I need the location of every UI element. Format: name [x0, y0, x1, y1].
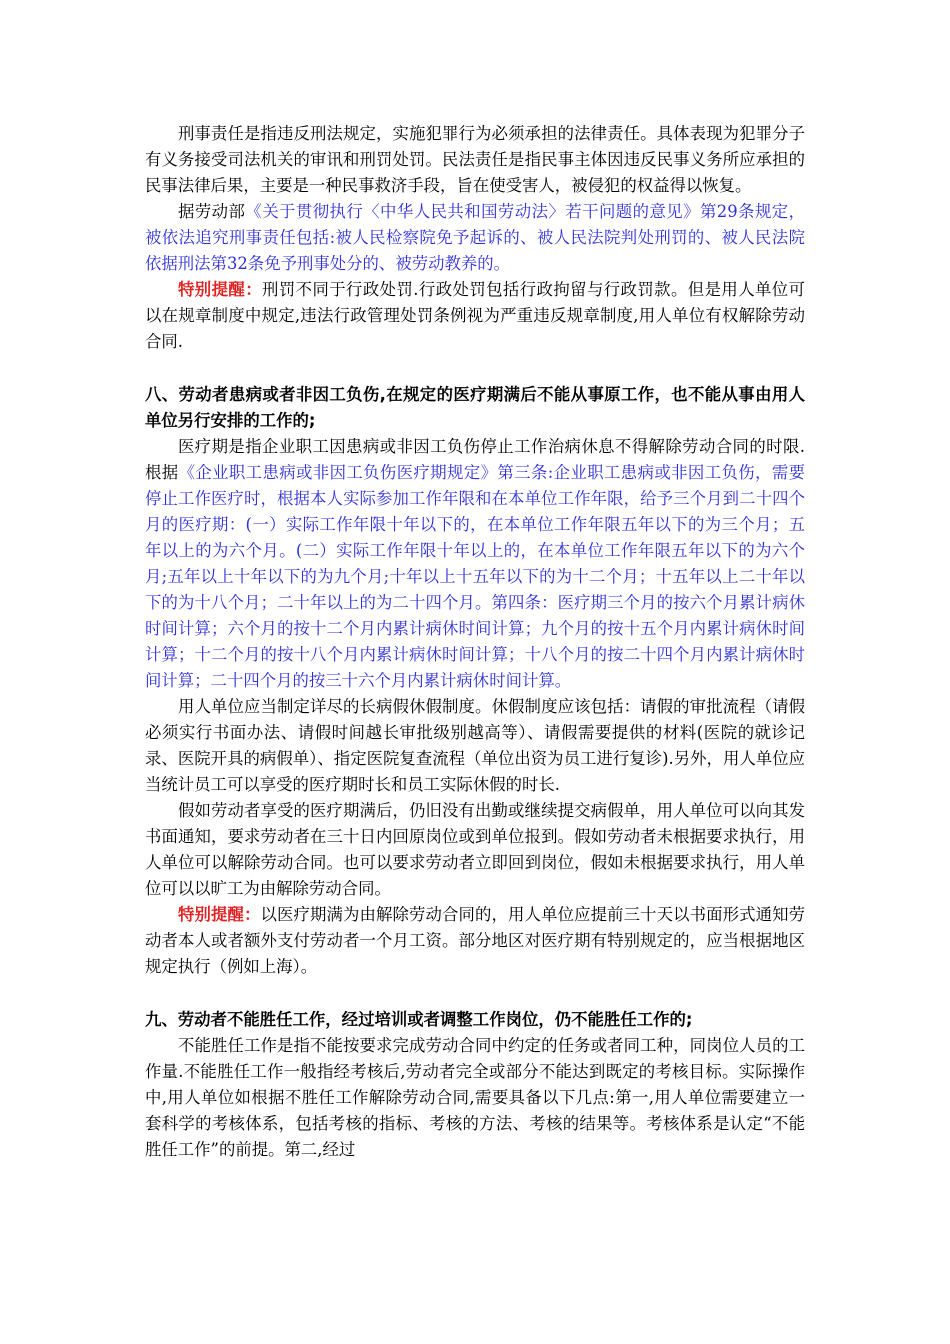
paragraph-reminder-1: [145, 277, 805, 355]
section-spacer: [145, 355, 805, 382]
paragraph-lead: 据劳动部: [178, 202, 246, 221]
paragraph-text: 用人单位应当制定详尽的长病假休假制度。休假制度应该包括：请假的审批流程（请假必须实行书面办法、请假时间越长审批级别越高等）、请假需要提供的材料(医院的就诊记录、医院开具的病假单）、指定医院复查流程（单位出资为员工进行复诊).另外，用人单位应当统计员工可以享受的医疗期时长和员工实际休假的时长.: [145, 697, 805, 794]
reminder-text: 以医疗期满为由解除劳动合同的，用人单位应提前三十天以书面形式通知劳动者本人或者额外支付劳动者一个月工资。部分地区对医疗期有特别规定的，应当根据地区规定执行（例如上海）。: [145, 905, 805, 976]
paragraph-criminal-liability: [145, 121, 805, 199]
reminder-text: 刑罚不同于行政处罚.行政处罚包括行政拘留与行政罚款。但是用人单位可以在规章制度中规定,违法行政管理处罚条例视为严重违反规章制度,用人单位有权解除劳动合同.: [145, 280, 805, 351]
cited-regulation: 《关于贯彻执行〈中华人民共和国劳动法〉若干问题的意见》第29条规定，被依法追究刑事责任包括:被人民检察院免予起诉的、被人民法院判处刑罚的、被人民法院依据刑法第32条免予刑事处分的、被劳动教养的。: [145, 202, 806, 273]
paragraph-lead: 医疗期是指企业职工因患病或非因工负伤停止工作治病休息不得解除劳动合同的时限.根据: [145, 437, 805, 482]
paragraph-sick-leave-policy: [145, 694, 805, 798]
paragraph-legal-basis-29: [145, 199, 805, 277]
paragraph-incompetence: [145, 1033, 805, 1163]
paragraph-after-medical-period: [145, 798, 805, 902]
paragraph-medical-period: [145, 434, 805, 694]
cited-regulation: 《企业职工患病或非因工负伤医疗期规定》第三条:企业职工患病或非因工负伤，需要停止工作医疗时，根据本人实际参加工作年限和在本单位工作年限，给予三个月到二十四个月的医疗期：(一）实际工作年限十年以下的，在本单位工作年限五年以下的为三个月；五年以上的为六个月。(二）实际工作年限十年以上的，在本单位工作年限五年以下的为六个月;五年以上十年以下的为九个月;十年以上十五年以下的为十二个月；十五年以上二十年以下的为十八个月；二十年以上的为二十四个月。第四条：医疗期三个月的按六个月累计病休时间计算；六个月的按十二个月内累计病休时间计算；九个月的按十五个月内累计病休时间计算；十二个月的按十八个月内累计病休时间计算；十八个月的按二十四个月内累计病休时间计算；二十四个月的按三十六个月内累计病休时间计算。: [145, 463, 805, 690]
document-page: [145, 121, 805, 1163]
paragraph-text: 不能胜任工作是指不能按要求完成劳动合同中约定的任务或者同工种，同岗位人员的工作量.不能胜任工作一般指经考核后,劳动者完全或部分不能达到既定的考核目标。实际操作中,用人单位如根据不胜任工作解除劳动合同,需要具备以下几点:第一,用人单位需要建立一套科学的考核体系，包括考核的指标、考核的方法、考核的结果等。考核体系是认定“不能胜任工作”的前提。第二,经过: [145, 1036, 805, 1159]
reminder-label: 特别提醒：: [178, 280, 263, 299]
section-heading-9: 九、劳动者不能胜任工作，经过培训或者调整工作岗位，仍不能胜任工作的;: [145, 1010, 693, 1029]
section-heading-8: 八、劳动者患病或者非因工负伤,在规定的医疗期满后不能从事原工作，也不能从事由用人单位另行安排的工作的;: [145, 385, 805, 430]
paragraph-reminder-2: [145, 902, 805, 980]
paragraph-text: 刑事责任是指违反刑法规定，实施犯罪行为必须承担的法律责任。具体表现为犯罪分子有义务接受司法机关的审讯和刑罚处罚。民法责任是指民事主体因违反民事义务所应承担的民事法律后果，主要是一种民事救济手段，旨在使受害人，被侵犯的权益得以恢复。: [145, 124, 805, 195]
paragraph-text: 假如劳动者享受的医疗期满后，仍旧没有出勤或继续提交病假单，用人单位可以向其发书面通知，要求劳动者在三十日内回原岗位或到单位报到。假如劳动者未根据要求执行，用人单位可以解除劳动合同。也可以要求劳动者立即回到岗位，假如未根据要求执行，用人单位可以以旷工为由解除劳动合同。: [145, 801, 805, 898]
section-spacer: [145, 980, 805, 1007]
reminder-label: 特别提醒：: [178, 905, 261, 924]
